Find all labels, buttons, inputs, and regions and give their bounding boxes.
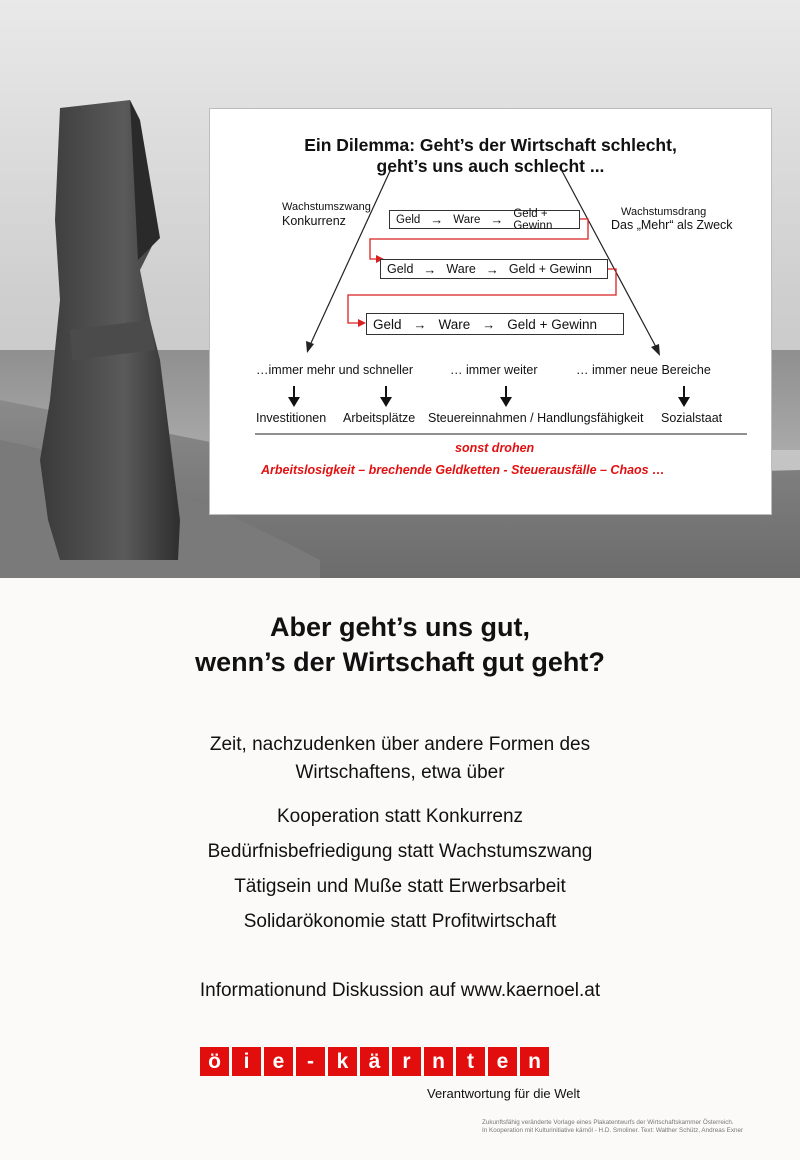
logo-letter: i [232,1047,261,1076]
right-arrow-icon: → [430,212,444,227]
right-arrow-icon: → [490,212,504,227]
cycle-goods: Ware [446,262,476,276]
right-arrow-icon: → [485,261,499,277]
diagram-title-line1: Ein Dilemma: Geht’s der Wirtschaft schlecht, [304,135,677,155]
consequence-tax-revenue: Steuereinnahmen / Handlungsfähigkeit [428,411,644,425]
dilemma-diagram [209,108,772,515]
money-cycle-row-2 [380,259,608,279]
intro-text [0,731,800,787]
logo-letter: - [296,1047,325,1076]
info-line: Informationund Diskussion auf www.kaernoel.at [199,980,601,1001]
oie-kaernten-logo [200,1047,549,1076]
money-cycle-row-1 [389,207,580,232]
consequence-investments: Investitionen [256,411,327,425]
intro-line1: Zeit, nachzudenken über andere Formen des [209,734,591,755]
alternative-item: Solidarökonomie statt Profitwirtschaft [243,911,557,932]
credits-line2: In Kooperation mit Kulturinitiative kärnöl - H.D. Smoliner. Text: Walther Schütz, Andreas Exner [482,1127,744,1134]
tagline: Verantwortung für die Welt [427,1086,580,1101]
alternative-item: Tätigsein und Muße statt Erwerbsarbeit [234,876,566,897]
intro-line2: Wirtschaftens, etwa über [295,762,505,783]
left-label-competition: Konkurrenz [282,214,346,228]
down-arrow-icon [379,386,393,408]
down-arrow-icon [287,386,301,408]
logo-letter: e [264,1047,293,1076]
logo-letter: k [328,1047,357,1076]
alternative-item: Kooperation statt Konkurrenz [276,806,524,827]
right-label-growth-drive: Wachstumsdrang [621,206,707,218]
right-arrow-icon: → [413,316,427,332]
result-more-faster: …immer mehr und schneller [256,363,413,377]
cycle-money: Geld [373,316,402,332]
headline-line2: wenn’s der Wirtschaft gut geht? [195,647,605,677]
cycle-goods: Ware [438,316,471,332]
consequence-welfare-state: Sozialstaat [661,411,723,425]
credits-line1: Zukunftsfähig veränderte Vorlage eines Plakatentwurfs der Wirtschaftskammer Österreich. [482,1119,734,1126]
right-label-more-as-purpose: Das „Mehr“ als Zweck [611,218,733,232]
credits [482,1119,743,1135]
result-further: … immer weiter [450,363,538,377]
logo-letter: n [520,1047,549,1076]
diagram-title-line2: geht’s uns auch schlecht ... [376,156,605,176]
down-arrow-icon [499,386,513,408]
logo-letter: e [488,1047,517,1076]
cycle-money-profit: Geld + Gewinn [508,262,592,276]
threat-title: sonst drohen [455,441,535,455]
logo-letter: ä [360,1047,389,1076]
cycle-money-profit: Geld + Gewinn [513,207,553,232]
cycle-money: Geld [396,213,421,226]
logo-letter: ö [200,1047,229,1076]
headline-line1: Aber geht’s uns gut, [269,612,530,642]
result-new-areas: … immer neue Bereiche [576,363,711,377]
headline [0,610,800,680]
down-arrow-icon [677,386,691,408]
cycle-goods: Ware [453,213,481,226]
logo-letter: t [456,1047,485,1076]
consequence-jobs: Arbeitsplätze [343,411,416,425]
cycle-money-profit: Geld + Gewinn [507,316,597,332]
cycle-money: Geld [387,262,414,276]
right-arrow-icon: → [482,316,496,332]
right-arrow-icon: → [423,261,437,277]
alternative-item: Bedürfnisbefriedigung statt Wachstumszwang [207,841,593,862]
logo-letter: n [424,1047,453,1076]
left-label-growth-compulsion: Wachstumszwang [282,201,371,213]
money-cycle-row-3 [366,313,624,335]
logo-letter: r [392,1047,421,1076]
threat-text: Arbeitslosigkeit – brechende Geldketten - Steuerausfälle – Chaos … [261,463,665,477]
